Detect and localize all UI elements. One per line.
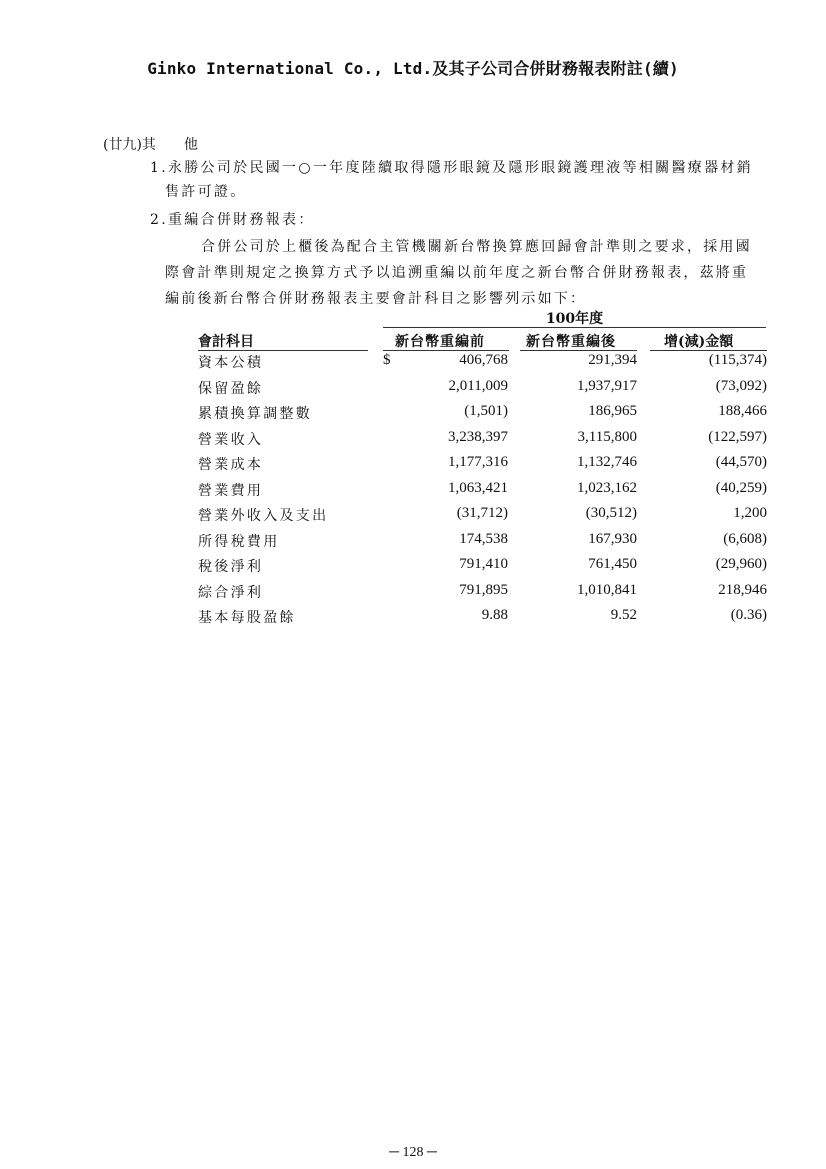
table-row-diff: (40,259) — [715, 480, 767, 496]
table-row-diff: (6,608) — [723, 531, 767, 547]
table-row-item: 所得稅費用 — [198, 534, 280, 550]
table-row-diff: 1,200 — [733, 505, 767, 521]
table-row-after: 1,023,162 — [577, 480, 637, 496]
item-1-line-1: 1.永勝公司於民國一○一年度陸續取得隱形眼鏡及隱形眼鏡護理液等相關醫療器材銷 — [150, 160, 753, 176]
table-row-item: 資本公積 — [198, 355, 264, 371]
table-row-before: 3,238,397 — [448, 429, 508, 445]
table-row-item: 基本每股盈餘 — [198, 610, 296, 626]
table-row-item: 營業外收入及支出 — [198, 508, 329, 524]
table-row-before: 791,410 — [459, 556, 508, 572]
table-row-item: 稅後淨利 — [198, 559, 264, 575]
header-underline-diff — [650, 350, 767, 351]
table-row-item: 營業費用 — [198, 483, 264, 499]
section-title: (廿九)其 他 — [103, 137, 198, 153]
table-row-item: 營業成本 — [198, 457, 264, 473]
header-item: 會計科目 — [198, 334, 254, 350]
table-row-after: 1,132,746 — [577, 454, 637, 470]
table-year-label: 100年度 — [545, 311, 604, 327]
table-row-after: 186,965 — [588, 403, 637, 419]
table-row-after: 9.52 — [610, 607, 637, 623]
year-underline — [383, 327, 766, 328]
table-row-diff: (115,374) — [708, 352, 767, 368]
table-row-diff: 218,946 — [718, 582, 767, 598]
table-row-after: 1,010,841 — [577, 582, 637, 598]
header-underline-item — [198, 350, 368, 351]
table-row-after: 1,937,917 — [577, 378, 637, 394]
table-row-after: (30,512) — [585, 505, 637, 521]
table-row-after: 167,930 — [588, 531, 637, 547]
paragraph-line-1: 合併公司於上櫃後為配合主管機關新台幣換算應回歸會計準則之要求，採用國 — [201, 239, 752, 255]
table-row-before: 791,895 — [459, 582, 508, 598]
page-number: ─ 128 ─ — [389, 1145, 437, 1160]
item-1 — [150, 156, 770, 204]
table-row-item: 綜合淨利 — [198, 585, 264, 601]
table-row-before: 9.88 — [481, 607, 508, 623]
table-row-item: 營業收入 — [198, 432, 264, 448]
header-underline-before — [383, 350, 509, 351]
header-diff: 增(減)金額 — [664, 334, 734, 350]
table-row-after: 3,115,800 — [577, 429, 637, 445]
table-row-before: (31,712) — [456, 505, 508, 521]
table-row-diff: 188,466 — [718, 403, 767, 419]
table-row-before: (1,501) — [464, 403, 508, 419]
table-row-item: 累積換算調整數 — [198, 406, 313, 422]
table-row-before: 2,011,009 — [448, 378, 508, 394]
item-1-line-2: 售許可證。 — [165, 184, 247, 200]
paragraph-line-3: 編前後新台幣合併財務報表主要會計科目之影響列示如下： — [165, 291, 587, 307]
page-header: Ginko International Co., Ltd.及其子公司合併財務報表附註(續) — [147, 59, 679, 78]
table-row-after: 291,394 — [588, 352, 637, 368]
table-row-diff: (29,960) — [715, 556, 767, 572]
table-row-diff: (122,597) — [708, 429, 767, 445]
table-row-diff: (44,570) — [715, 454, 767, 470]
table-row-diff: (0.36) — [730, 607, 767, 623]
header-after: 新台幣重編後 — [526, 334, 616, 350]
paragraph-line-2: 際會計準則規定之換算方式予以追溯重編以前年度之新台幣合併財務報表，茲將重 — [165, 265, 749, 281]
table-row-item: 保留盈餘 — [198, 381, 264, 397]
header-before: 新台幣重編前 — [395, 334, 485, 350]
table-row-before: 1,177,316 — [448, 454, 508, 470]
currency-symbol: $ — [383, 352, 391, 368]
table-row-before: 406,768 — [459, 352, 508, 368]
table-row-diff: (73,092) — [715, 378, 767, 394]
item-2: 2.重編合併財務報表： — [150, 212, 315, 228]
table-row-before: 1,063,421 — [448, 480, 508, 496]
item-2-paragraph — [165, 234, 770, 312]
table-row-before: 174,538 — [459, 531, 508, 547]
table-row-after: 761,450 — [588, 556, 637, 572]
header-underline-after — [520, 350, 637, 351]
